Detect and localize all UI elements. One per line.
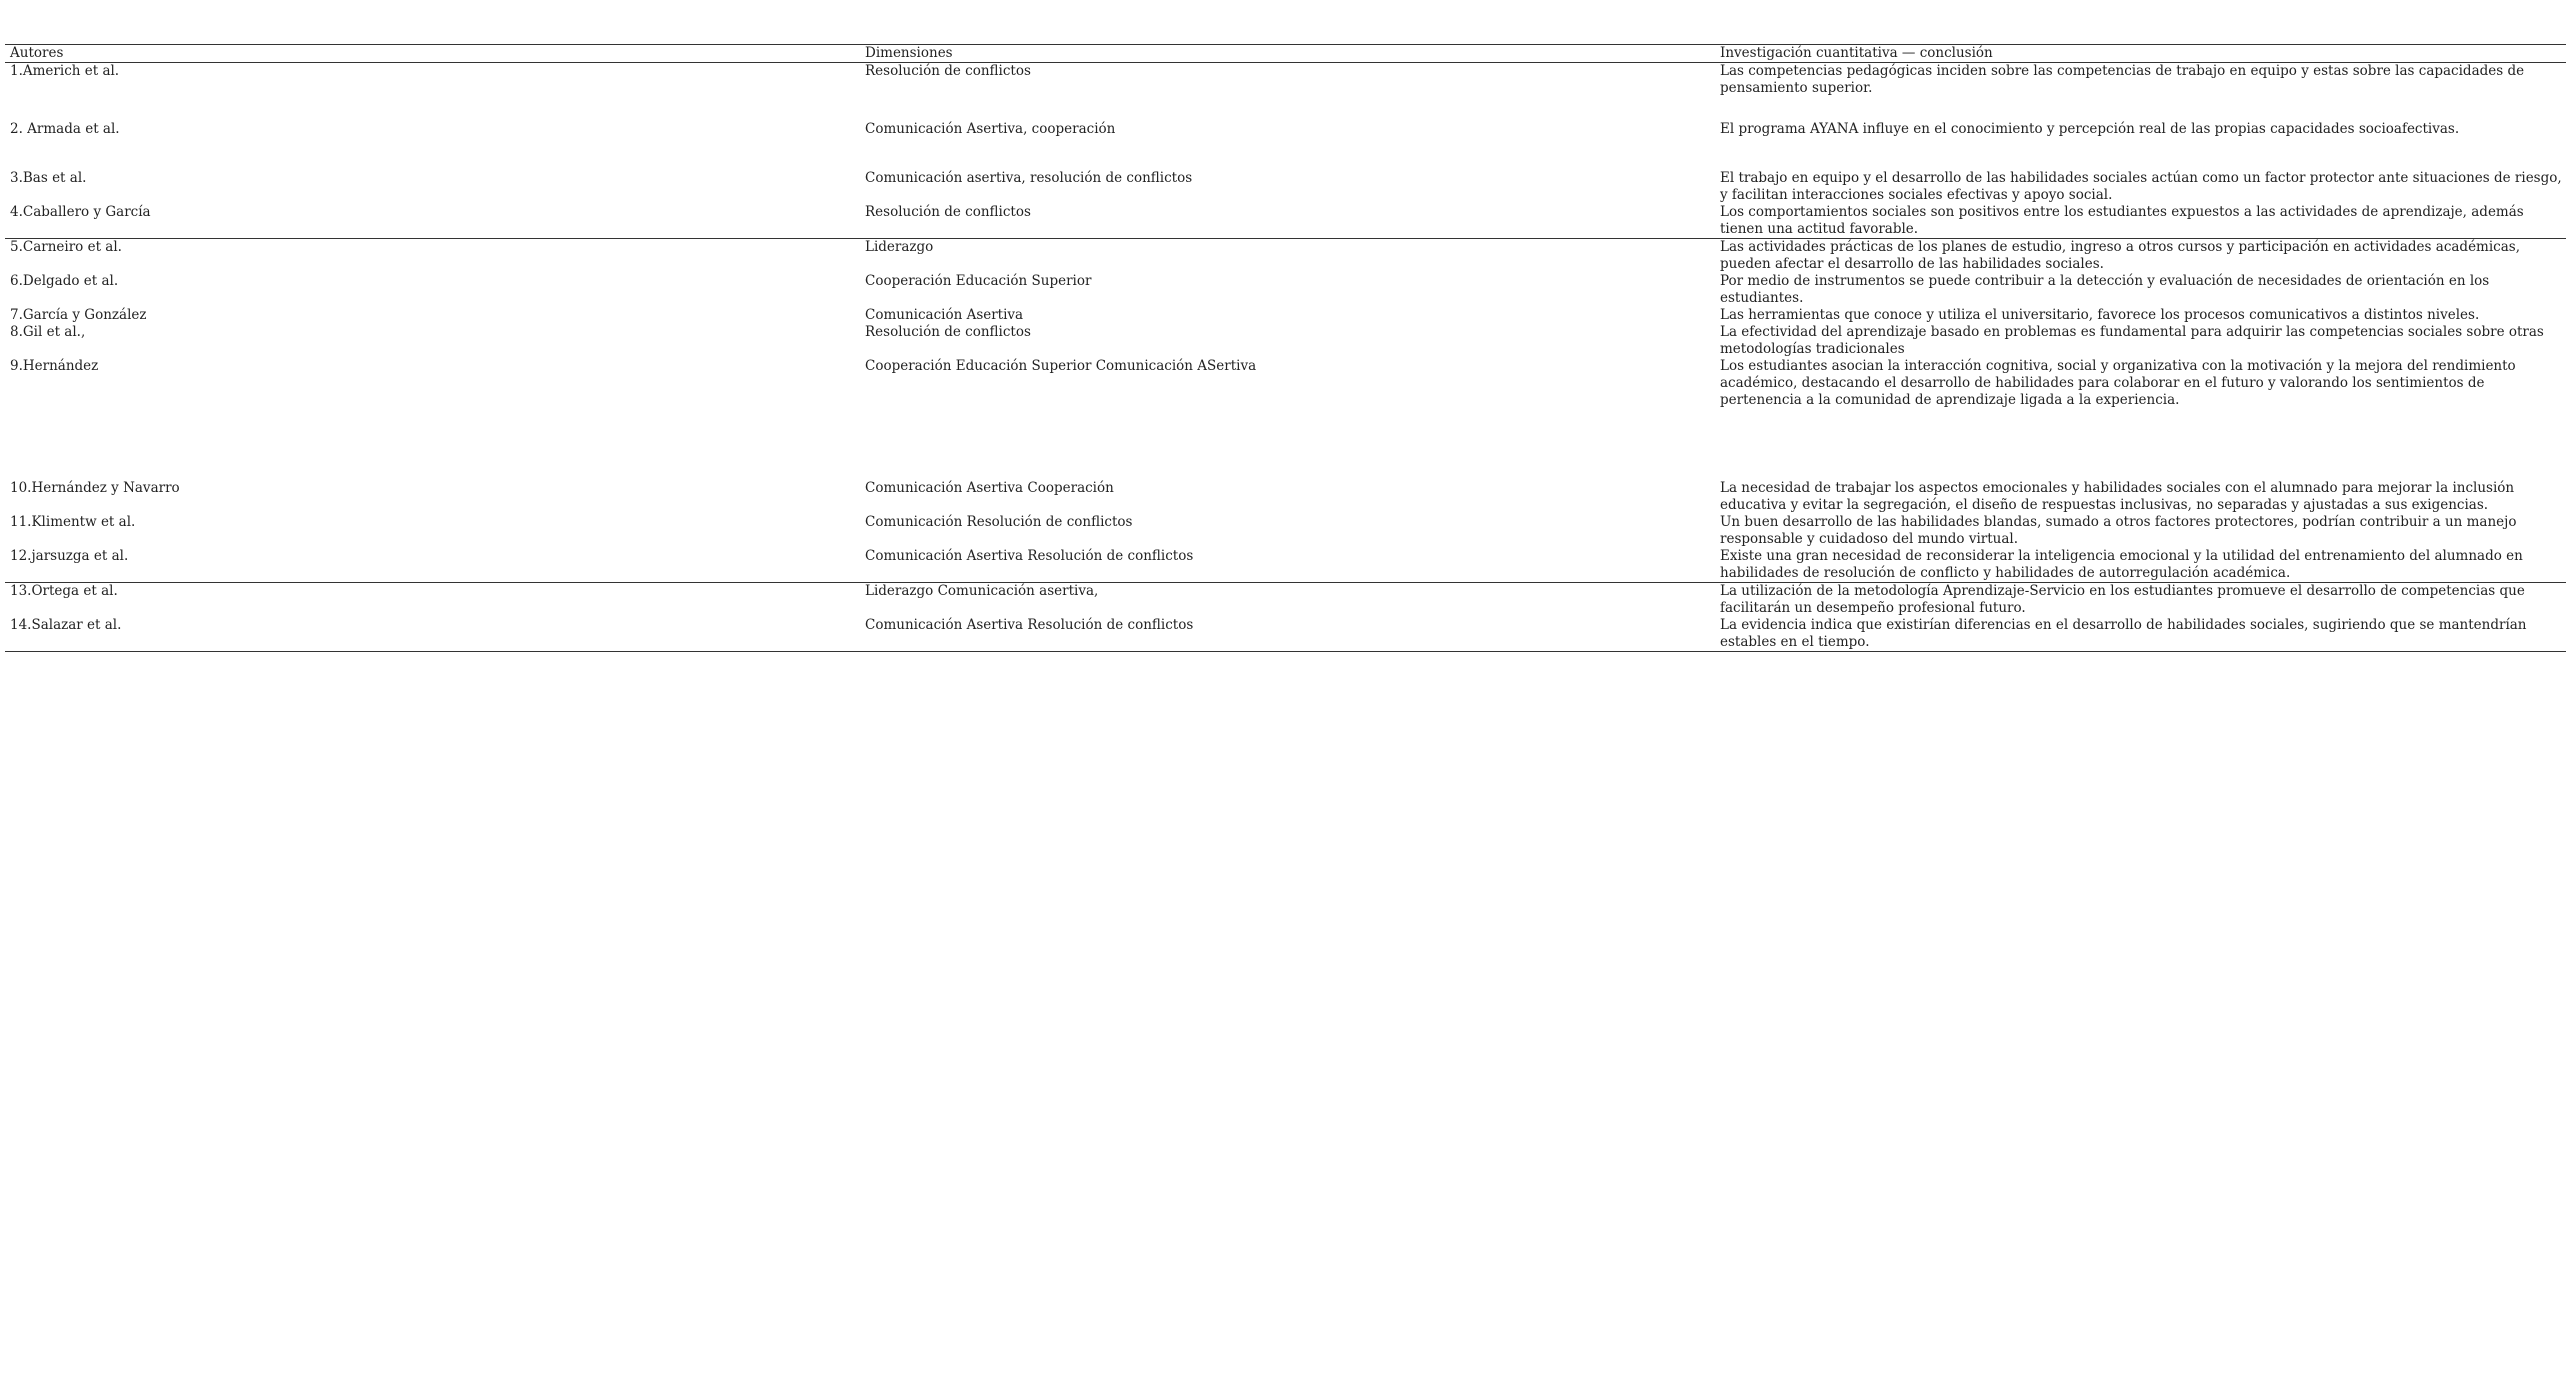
conclusion-cell: Un buen desarrollo de las habilidades blandas, sumado a otros factores protectores, podrían contribuir a un manejo responsable y cuidadoso del mundo virtual. xyxy=(1720,513,2517,547)
author-cell: 3.Bas et al. xyxy=(10,169,87,186)
dimension-cell: Resolución de conflictos xyxy=(865,323,1031,340)
table-header-row xyxy=(5,45,2566,63)
table-row xyxy=(5,324,2566,358)
table-row xyxy=(5,480,2566,514)
conclusion-cell: El trabajo en equipo y el desarrollo de las habilidades sociales actúan como un factor protector ante situaciones de riesgo, y facilitan interacciones sociales efectivas y apoyo social. xyxy=(1720,169,2562,203)
dimension-cell: Comunicación asertiva, resolución de conflictos xyxy=(865,169,1193,186)
conclusion-cell: Las actividades prácticas de los planes de estudio, ingreso a otros cursos y participación en actividades académicas, pueden afectar el desarrollo de las habilidades sociales. xyxy=(1715,238,2566,273)
author-cell: 4.Caballero y García xyxy=(10,203,151,220)
author-cell: 14.Salazar et al. xyxy=(5,617,860,652)
dimension-cell: Cooperación Educación Superior Comunicación ASertiva xyxy=(865,357,1257,374)
author-cell: 8.Gil et al., xyxy=(10,323,86,340)
conclusion-cell: La necesidad de trabajar los aspectos emocionales y habilidades sociales con el alumnado para mejorar la inclusión educativa y evitar la segregación, el diseño de respuestas inclusivas, no separadas y ajustadas a sus exigencias. xyxy=(1720,479,2515,513)
dimension-cell: Comunicación Asertiva Cooperación xyxy=(865,479,1114,496)
author-cell: 6.Delgado et al. xyxy=(10,272,119,289)
table-row xyxy=(5,617,2566,652)
author-cell: 9.Hernández xyxy=(10,357,99,374)
author-cell: 10.Hernández y Navarro xyxy=(10,479,180,496)
dimension-cell: Resolución de conflictos xyxy=(865,63,1031,79)
dimension-cell: Comunicación Asertiva Resolución de conflictos xyxy=(860,617,1715,652)
results-table xyxy=(5,44,2566,652)
author-cell: 7.García y González xyxy=(10,306,147,323)
table-row xyxy=(5,307,2566,324)
dimension-cell: Comunicación Asertiva Resolución de conflictos xyxy=(865,547,1194,564)
author-cell: 2. Armada et al. xyxy=(10,120,120,137)
author-cell: 11.Klimentw et al. xyxy=(10,513,136,530)
table-row xyxy=(5,170,2566,204)
header-dimensions: Dimensiones xyxy=(860,45,1715,63)
header-authors: Autores xyxy=(5,45,860,63)
author-cell: 1.Americh et al. xyxy=(10,63,120,79)
conclusion-cell: Existe una gran necesidad de reconsiderar la inteligencia emocional y la utilidad del entrenamiento del alumnado en habilidades de resolución de conflicto y habilidades de autorregulación académica. xyxy=(1720,547,2523,581)
table-row xyxy=(5,204,2566,239)
table-row xyxy=(5,273,2566,307)
conclusion-cell: La efectividad del aprendizaje basado en problemas es fundamental para adquirir las competencias sociales sobre otras metodologías tradicionales xyxy=(1720,323,2544,357)
table-row xyxy=(5,358,2566,480)
dimension-cell: Liderazgo xyxy=(860,238,1715,273)
conclusion-cell: Las herramientas que conoce y utiliza el universitario, favorece los procesos comunicativos a distintos niveles. xyxy=(1720,306,2480,323)
conclusion-cell: El programa AYANA influye en el conocimiento y percepción real de las propias capacidades socioafectivas. xyxy=(1720,120,2460,137)
table-row xyxy=(5,548,2566,583)
conclusion-cell: Los estudiantes asocian la interacción cognitiva, social y organizativa con la motivación y la mejora del rendimiento académico, destacando el desarrollo de habilidades para colaborar en el futuro y valorando los sentimientos de pertenencia a la comunidad de aprendizaje ligada a la experiencia. xyxy=(1720,357,2516,408)
table-row xyxy=(5,121,2566,170)
author-cell: 12.jarsuzga et al. xyxy=(10,547,129,564)
conclusion-cell: La utilización de la metodología Aprendizaje-Servicio en los estudiantes promueve el desarrollo de competencias que facilitarán un desempeño profesional futuro. xyxy=(1715,582,2566,617)
conclusion-cell: Los comportamientos sociales son positivos entre los estudiantes expuestos a las actividades de aprendizaje, además tienen una actitud favorable. xyxy=(1720,203,2524,237)
dimension-cell: Comunicación Asertiva xyxy=(865,306,1024,323)
dimension-cell: Comunicación Resolución de conflictos xyxy=(865,513,1133,530)
table-row xyxy=(5,238,2566,273)
conclusion-cell: Por medio de instrumentos se puede contribuir a la detección y evaluación de necesidades de orientación en los estudiantes. xyxy=(1720,272,2490,306)
conclusion-cell: La evidencia indica que existirían diferencias en el desarrollo de habilidades sociales, sugiriendo que se mantendrían estables en el tiempo. xyxy=(1715,617,2566,652)
dimension-cell: Liderazgo Comunicación asertiva, xyxy=(860,582,1715,617)
table-row xyxy=(5,63,2566,121)
author-cell: 13.Ortega et al. xyxy=(5,582,860,617)
dimension-cell: Comunicación Asertiva, cooperación xyxy=(865,120,1116,137)
dimension-cell: Cooperación Educación Superior xyxy=(865,272,1092,289)
dimension-cell: Resolución de conflictos xyxy=(865,203,1031,220)
table-row xyxy=(5,582,2566,617)
table-row xyxy=(5,514,2566,548)
author-cell: 5.Carneiro et al. xyxy=(5,238,860,273)
header-conclusion: Investigación cuantitativa — conclusión xyxy=(1715,45,2566,63)
conclusion-cell: Las competencias pedagógicas inciden sobre las competencias de trabajo en equipo y estas sobre las capacidades de pensamiento superior. xyxy=(1720,63,2525,96)
